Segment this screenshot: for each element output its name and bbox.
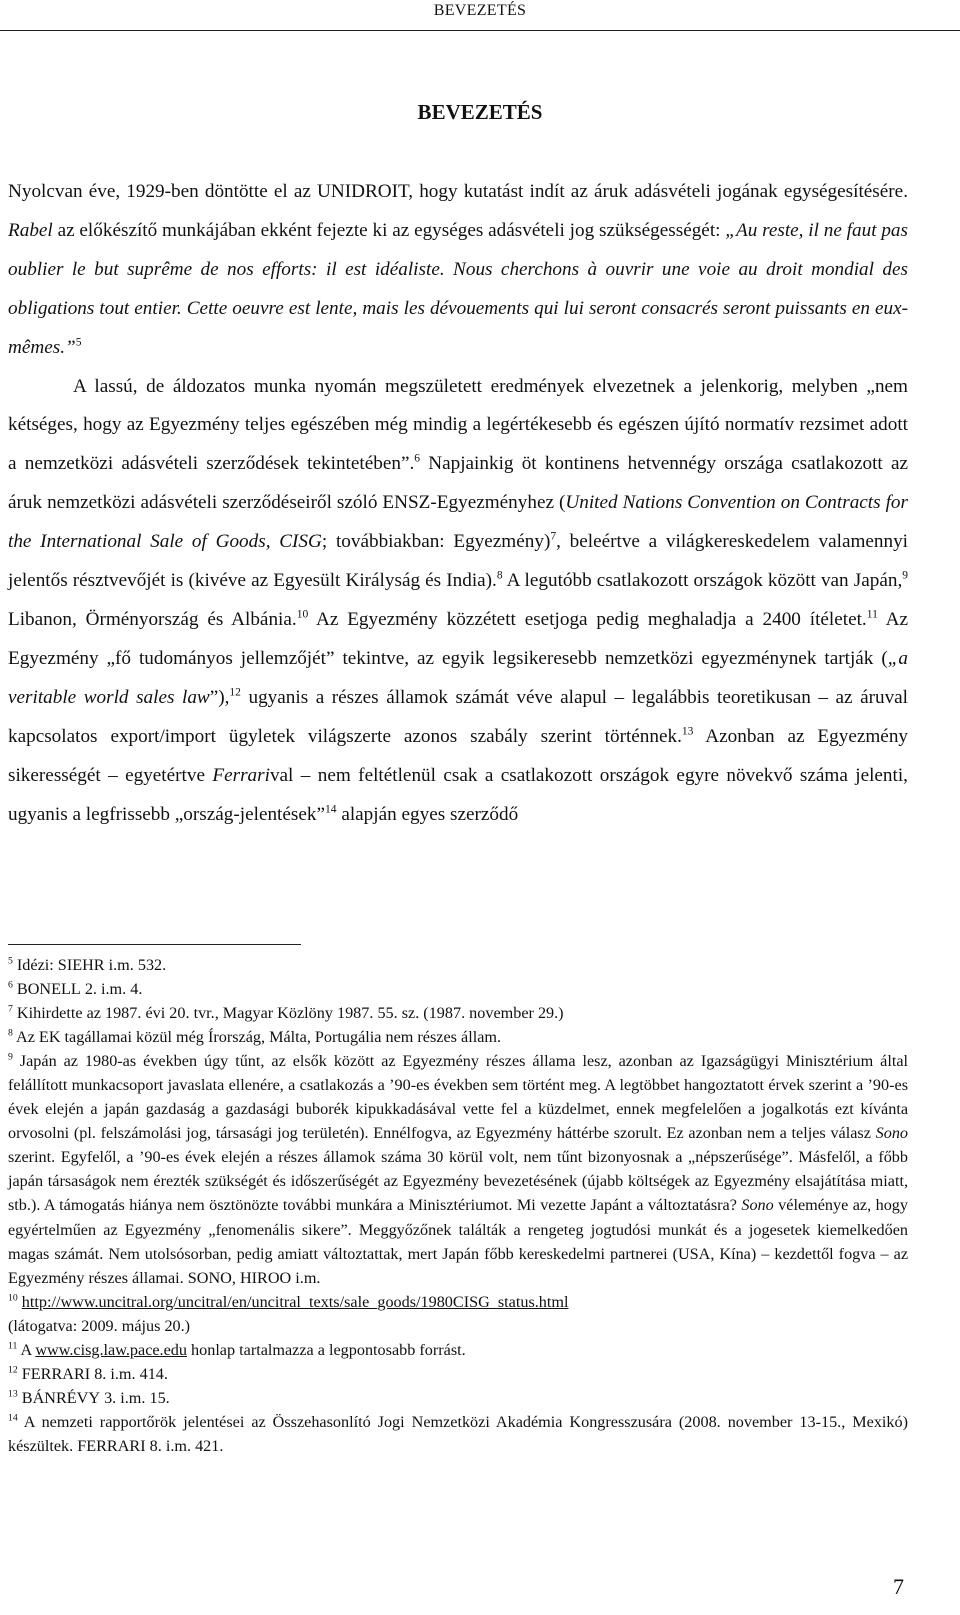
paragraph-1: Nyolcvan éve, 1929-ben döntötte el az UNIDROIT, hogy kutatást indít az áruk adásvételi jogának egységesítésére. Rabel az előkészítő munkájában ekként fejezte ki az egységes adásvételi jog szükségességét: „Au reste, il ne faut pas oublier le but suprême de nos efforts: il est idéaliste. Nous cherchons à ouvrir une voie au droit mondial des obligations tout entier. Cette oeuvre est lente, mais les dévouements qui lui seront consacrés seront puissants en eux-mêmes.”$^5$ (8, 181, 908, 358)
ferrari-name: Ferrari (212, 764, 270, 786)
footnote-9: $^9$ Japán az 1980-as években úgy tűnt, az elsők között az Egyezmény részes államа lesz, azonban az Igazságügyi Minisztérium által felállított munkacsoport javaslata ellenére, a csatlakozás a ’90-es években sem történt meg. A legtöbbet hangoztatott érvek szerint a ’90-es évek elején a japán gazdaság a gazdasági buborék kipukkadásával vette fel a küzdelmet, ennek megfelelően a jogalkotás ezt kívánta orvosolni (pl. felszámolási jog, társasági jog területén). Ennélfogva, az Egyezmény háttérbe szorult. Ez azonban nem a teljes válasz Sono szerint. Egyfelől, a ’90-es évek elején a részes államok száma 30 körül volt, nem tűnt bizonyosnak a „népszerűsége”. Másfelől, a főbb japán társaságok nem érezték szükségét és időszerűségét az Egyezmény bevezetésének (újabb költségek az Egyezmény elsajátítása miatt, stb.). A támogatás hiánya nem ösztönözte további munkára a Minisztériumot. Mi vezette Japánt a változtatásra? Sono véleménye az, hogy egyértelműen az Egyezmény „fenomenális sikere”. Meggyőzőnek találták a rengeteg jogtudósi munkát és a jogesetek kiemelkedően magas számát. Nem utolsósorban, pedig amiatt változtattak, mert Japán főbb kereskedelmi partnerei (USA, Kína) – kezdettől fogva – az Egyezmény részes államai. SONO, HIROO i.m. (8, 1051, 908, 1287)
running-header (0, 2, 960, 20)
uncitral-status-link[interactable]: http://www.uncitral.org/uncitral/en/uncitral_texts/sale_goods/1980CISG_status.html (21, 1292, 569, 1311)
footnote-6: $^6$ BONELL 2. i.m. 4. (8, 979, 143, 999)
footnote-11: $^{11}$ A www.cisg.law.pace.edu honlap tartalmazza a legpontosabb forrást. (8, 1340, 466, 1359)
footnote-ref-6[interactable]: 6 (414, 452, 421, 465)
footnote-12: $^{12}$ FERRARI 8. i.m. 414. (8, 1364, 168, 1383)
rabel-name: Rabel (8, 219, 53, 241)
footnote-ref-14[interactable]: 14 (325, 803, 337, 816)
footnote-ref-13[interactable]: 13 (681, 725, 694, 738)
footnote-13: $^{13}$ BÁNRÉVY 3. i.m. 15. (8, 1388, 170, 1407)
chapter-title (0, 100, 960, 125)
footnote-ref-10[interactable]: 10 (296, 608, 309, 621)
footnote-ref-12[interactable]: 12 (229, 686, 241, 699)
title-initial: B (417, 100, 432, 124)
footnote-ref-8[interactable]: 8 (496, 569, 503, 582)
footnote-5: $^5$ Idézi: SIEHR i.m. 532. (8, 955, 167, 974)
footnote-ref-9[interactable]: 9 (902, 569, 909, 582)
title-rest: EVEZETÉS (431, 100, 543, 124)
body-text (8, 173, 908, 834)
footnote-10-visited: (látogatva: 2009. május 20.) (8, 1316, 191, 1335)
footnote-14: $^{14}$ A nemzeti rapportőrök jelentései az Összehasonlító Jogi Nemzetközi Akadémia Kongresszusára (2008. november 13-15., Mexikó) készültek. FERRARI 8. i.m. 421. (8, 1412, 908, 1455)
page-number: 7 (893, 1574, 904, 1599)
footnotes (8, 953, 908, 1458)
header-initial: B (433, 2, 445, 19)
header-rest: EVEZETÉS (444, 2, 527, 19)
world-sales-law-quote: „a veritable world sales law (8, 647, 908, 708)
footnote-10: $^{10}$ http://www.uncitral.org/uncitral/en/uncitral_texts/sale_goods/1980CISG_status.html (8, 1292, 569, 1311)
footnote-separator (8, 944, 301, 945)
footnote-8: $^8$ Az EK tagállamai közül még Írország, Málta, Portugália nem részes állam. (8, 1027, 502, 1047)
header-rule (0, 30, 960, 31)
footnote-ref-5[interactable]: 5 (75, 336, 82, 349)
cisg-pace-link[interactable]: www.cisg.law.pace.edu (35, 1340, 187, 1359)
paragraph-2: A lassú, de áldozatos munka nyomán megszületett eredmények elvezetnek a jelenkorig, melyben „nem kétséges, hogy az Egyezmény teljes egészében még mindig a legértékesebb és egészen újító normatív rezsimet adott a nemzetközi adásvételi szerződések tekintetében”.$^6$ Napjainkig öt kontinens hetvennégy országa csatlakozott az áruk nemzetközi adásvételi szerződéseiről szóló ENSZ-Egyezményhez (United Nations Convention on Contracts for the International Sale of Goods, CISG; továbbiakban: Egyezmény)$^7$, beleértve a világkereskedelem valamennyi jelentős résztvevőjét is (kivéve az Egyesült Királyság és India).$^8$ A legutóbb csatlakozott országok között van Japán,$^9$ Libanon, Örményország és Albánia.$^{10}$ Az Egyezmény közzétett esetjoga pedig meghaladja a 2400 ítéletet.$^{11}$ Az Egyezmény „fő tudományos jellemzőjét” tekintve, az egyik legsikeresebb nemzetközi egyezménynek tartják („a veritable world sales law”),$^{12}$ ugyanis a részes államok számát véve alapul – legalábbis teoretikusan – az áruval kapcsolatos export/import ügyletek világszerte azonos szabály szerint történnek.$^{13}$ Azonban az Egyezmény sikerességét – egyetértve Ferrarival – nem feltétlenül csak a csatlakozott országok egyre növekvő száma jelenti, ugyanis a legfrissebb „ország-jelentések”$^{14}$ alapján egyes szerződő (8, 375, 909, 825)
footnote-ref-7[interactable]: 7 (550, 530, 557, 543)
french-quote: „Au reste, il ne faut pas oublier le but suprême de nos efforts: il est idéaliste. Nous cherchons à ouvrir une voie au droit mondial des obligations tout entier. Cette oeuvre est lente, mais les dévouements qui lui seront consacrés seront puissants en eux-mêmes.” (8, 219, 908, 358)
cisg-title: United Nations Convention on Contracts for the International Sale of Goods, CISG (8, 492, 908, 553)
footnote-7: $^7$ Kihirdette az 1987. évi 20. tvr., Magyar Közlöny 1987. 55. sz. (1987. november 29.) (8, 1003, 564, 1023)
footnote-ref-11[interactable]: 11 (866, 608, 878, 621)
